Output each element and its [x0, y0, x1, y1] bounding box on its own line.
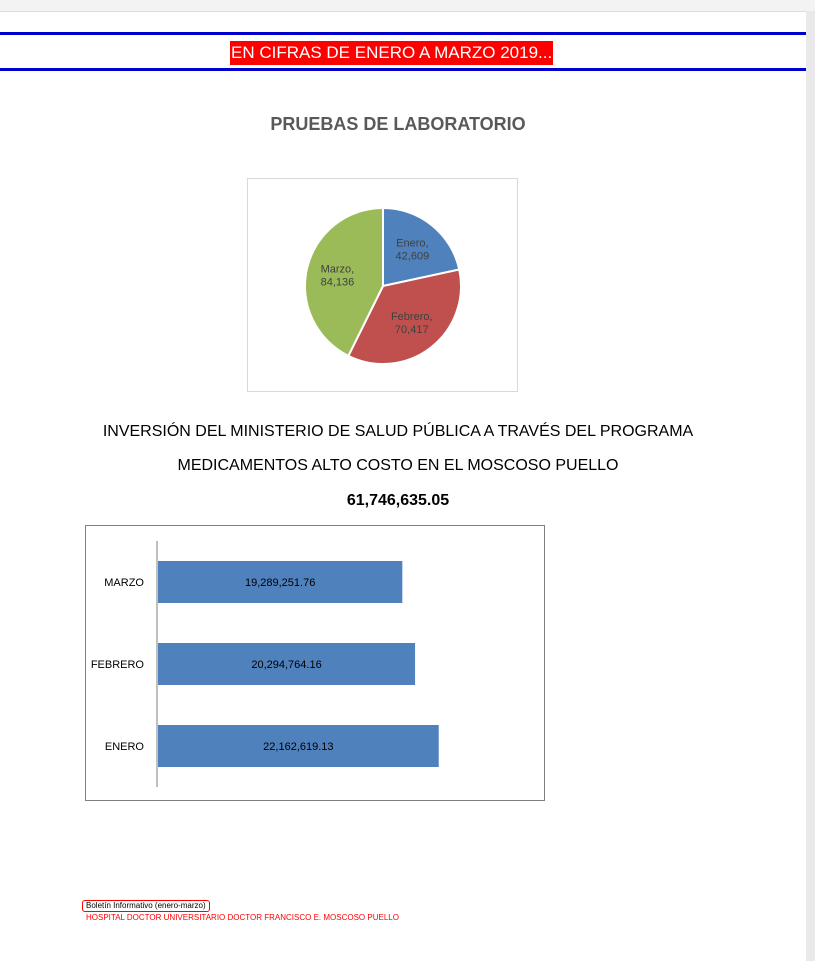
bar-value-label-enero: 22,162,619.13 — [263, 741, 334, 753]
page-edge — [806, 11, 815, 961]
bar-category-label-febrero: FEBRERO — [90, 659, 144, 671]
top-strip — [0, 0, 815, 12]
pie-label-enero: Enero, 42,609 — [395, 237, 430, 263]
bar-value-label-marzo: 19,289,251.76 — [244, 577, 316, 589]
pie-label-marzo: Marzo, 84,136 — [320, 263, 355, 289]
pie-chart-frame — [247, 178, 518, 392]
investment-line-2: MEDICAMENTOS ALTO COSTO EN EL MOSCOSO PUELLO — [177, 457, 619, 474]
bar-value-label-febrero: 20,294,764.16 — [251, 659, 322, 671]
bar-chart — [86, 526, 544, 800]
banner-title: EN CIFRAS DE ENERO A MARZO 2019... — [230, 41, 553, 65]
banner-rule-top — [0, 32, 806, 35]
investment-total: 61,746,635.05 — [346, 492, 450, 509]
hospital-name: HOSPITAL DOCTOR UNIVERSITARIO DOCTOR FRANCISCO E. MOSCOSO PUELLO — [86, 913, 399, 922]
bar-category-label-marzo: MARZO — [104, 577, 144, 589]
pie-label-febrero: Febrero, 70,417 — [390, 310, 433, 336]
bar-chart-frame — [85, 525, 545, 801]
boletin-label: Boletín Informativo (enero-marzo) — [82, 900, 210, 912]
investment-line-1: INVERSIÓN DEL MINISTERIO DE SALUD PÚBLICA A TRAVÉS DEL PROGRAMA — [102, 423, 694, 440]
banner-rule-bottom — [0, 68, 806, 71]
bar-category-label-enero: ENERO — [104, 741, 144, 753]
pie-chart — [248, 179, 517, 391]
lab-title: PRUEBAS DE LABORATORIO — [270, 114, 526, 134]
